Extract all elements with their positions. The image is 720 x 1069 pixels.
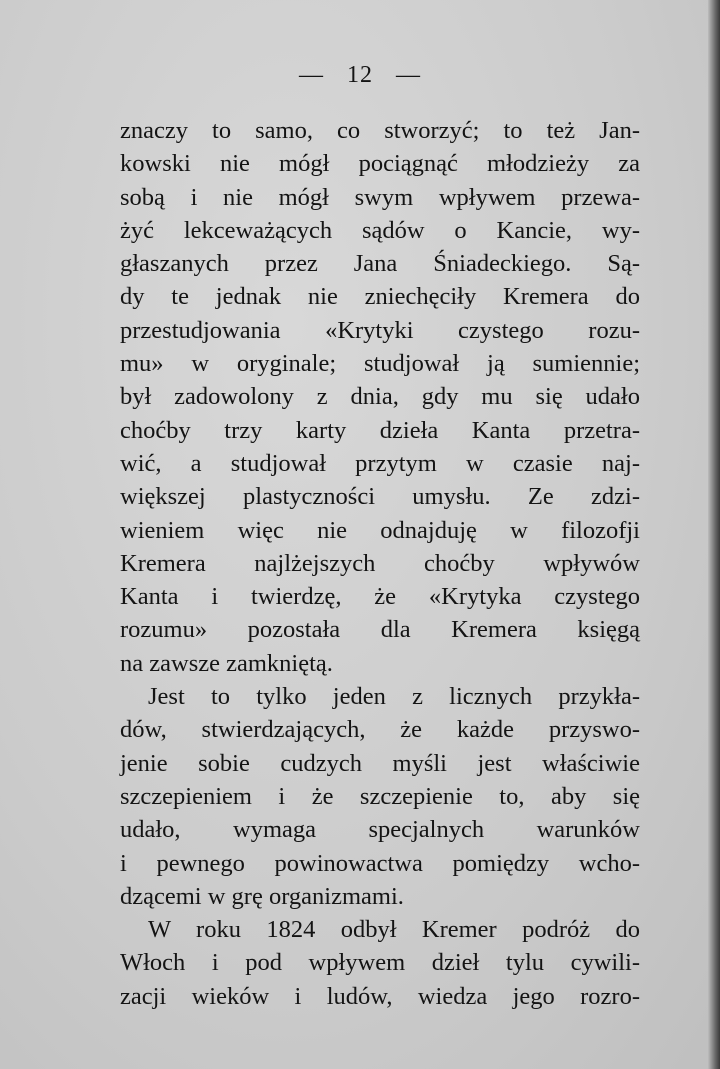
text-line: na zawsze zamkniętą.: [120, 649, 333, 677]
text-line: Kremera najlżejszych choćby wpływów: [120, 549, 640, 577]
text-line: W roku 1824 odbył Kremer podróż do: [148, 916, 640, 944]
text-line: głaszanych przez Jana Śniadeckiego. Są-: [120, 250, 640, 278]
text-line: większej plastyczności umysłu. Ze zdzi-: [120, 483, 640, 511]
text-line: Jest to tylko jeden z licznych przykła-: [148, 683, 640, 711]
text-line: mu» w oryginale; studjował ją sumiennie;: [120, 350, 640, 378]
page-number-dash-right: —: [396, 62, 421, 88]
text-line: szczepieniem i że szczepienie to, aby się: [120, 782, 640, 810]
text-line: sobą i nie mógł swym wpływem przewa-: [120, 183, 640, 211]
text-line: rozumu» pozostała dla Kremera księgą: [120, 616, 640, 644]
text-line: Kanta i twierdzę, że «Krytyka czystego: [120, 583, 640, 611]
text-line: żyć lekceważących sądów o Kancie, wy-: [120, 216, 640, 244]
page-number: 12: [347, 62, 373, 88]
text-line: był zadowolony z dnia, gdy mu się udało: [120, 383, 640, 411]
text-line: zacji wieków i ludów, wiedza jego rozro-: [120, 982, 640, 1010]
text-line: wić, a studjował przytym w czasie naj-: [120, 449, 640, 477]
text-line: choćby trzy karty dzieła Kanta przetra-: [120, 416, 640, 444]
text-line: dów, stwierdzających, że każde przyswo-: [120, 716, 640, 744]
text-line: znaczy to samo, co stworzyć; to też Jan-: [120, 117, 640, 144]
text-line: Włoch i pod wpływem dzieł tylu cywili-: [120, 949, 640, 977]
text-line: dzącemi w grę organizmami.: [120, 882, 404, 910]
text-line: wieniem więc nie odnajduję w filozofji: [120, 516, 640, 544]
text-line: przestudjowania «Krytyki czystego rozu-: [120, 316, 640, 344]
text-line: kowski nie mógł pociągnąć młodzieży za: [120, 150, 640, 178]
page-number-header: [0, 62, 720, 89]
page-number-dash-left: —: [299, 62, 324, 88]
body-text: [120, 114, 640, 1013]
text-line: jenie sobie cudzych myśli jest właściwie: [120, 749, 640, 777]
page-edge: [708, 0, 720, 1069]
text-line: udało, wymaga specjalnych warunków: [120, 816, 640, 844]
text-line: i pewnego powinowactwa pomiędzy wcho-: [120, 849, 640, 877]
text-line: dy te jednak nie zniechęciły Kremera do: [120, 283, 640, 311]
